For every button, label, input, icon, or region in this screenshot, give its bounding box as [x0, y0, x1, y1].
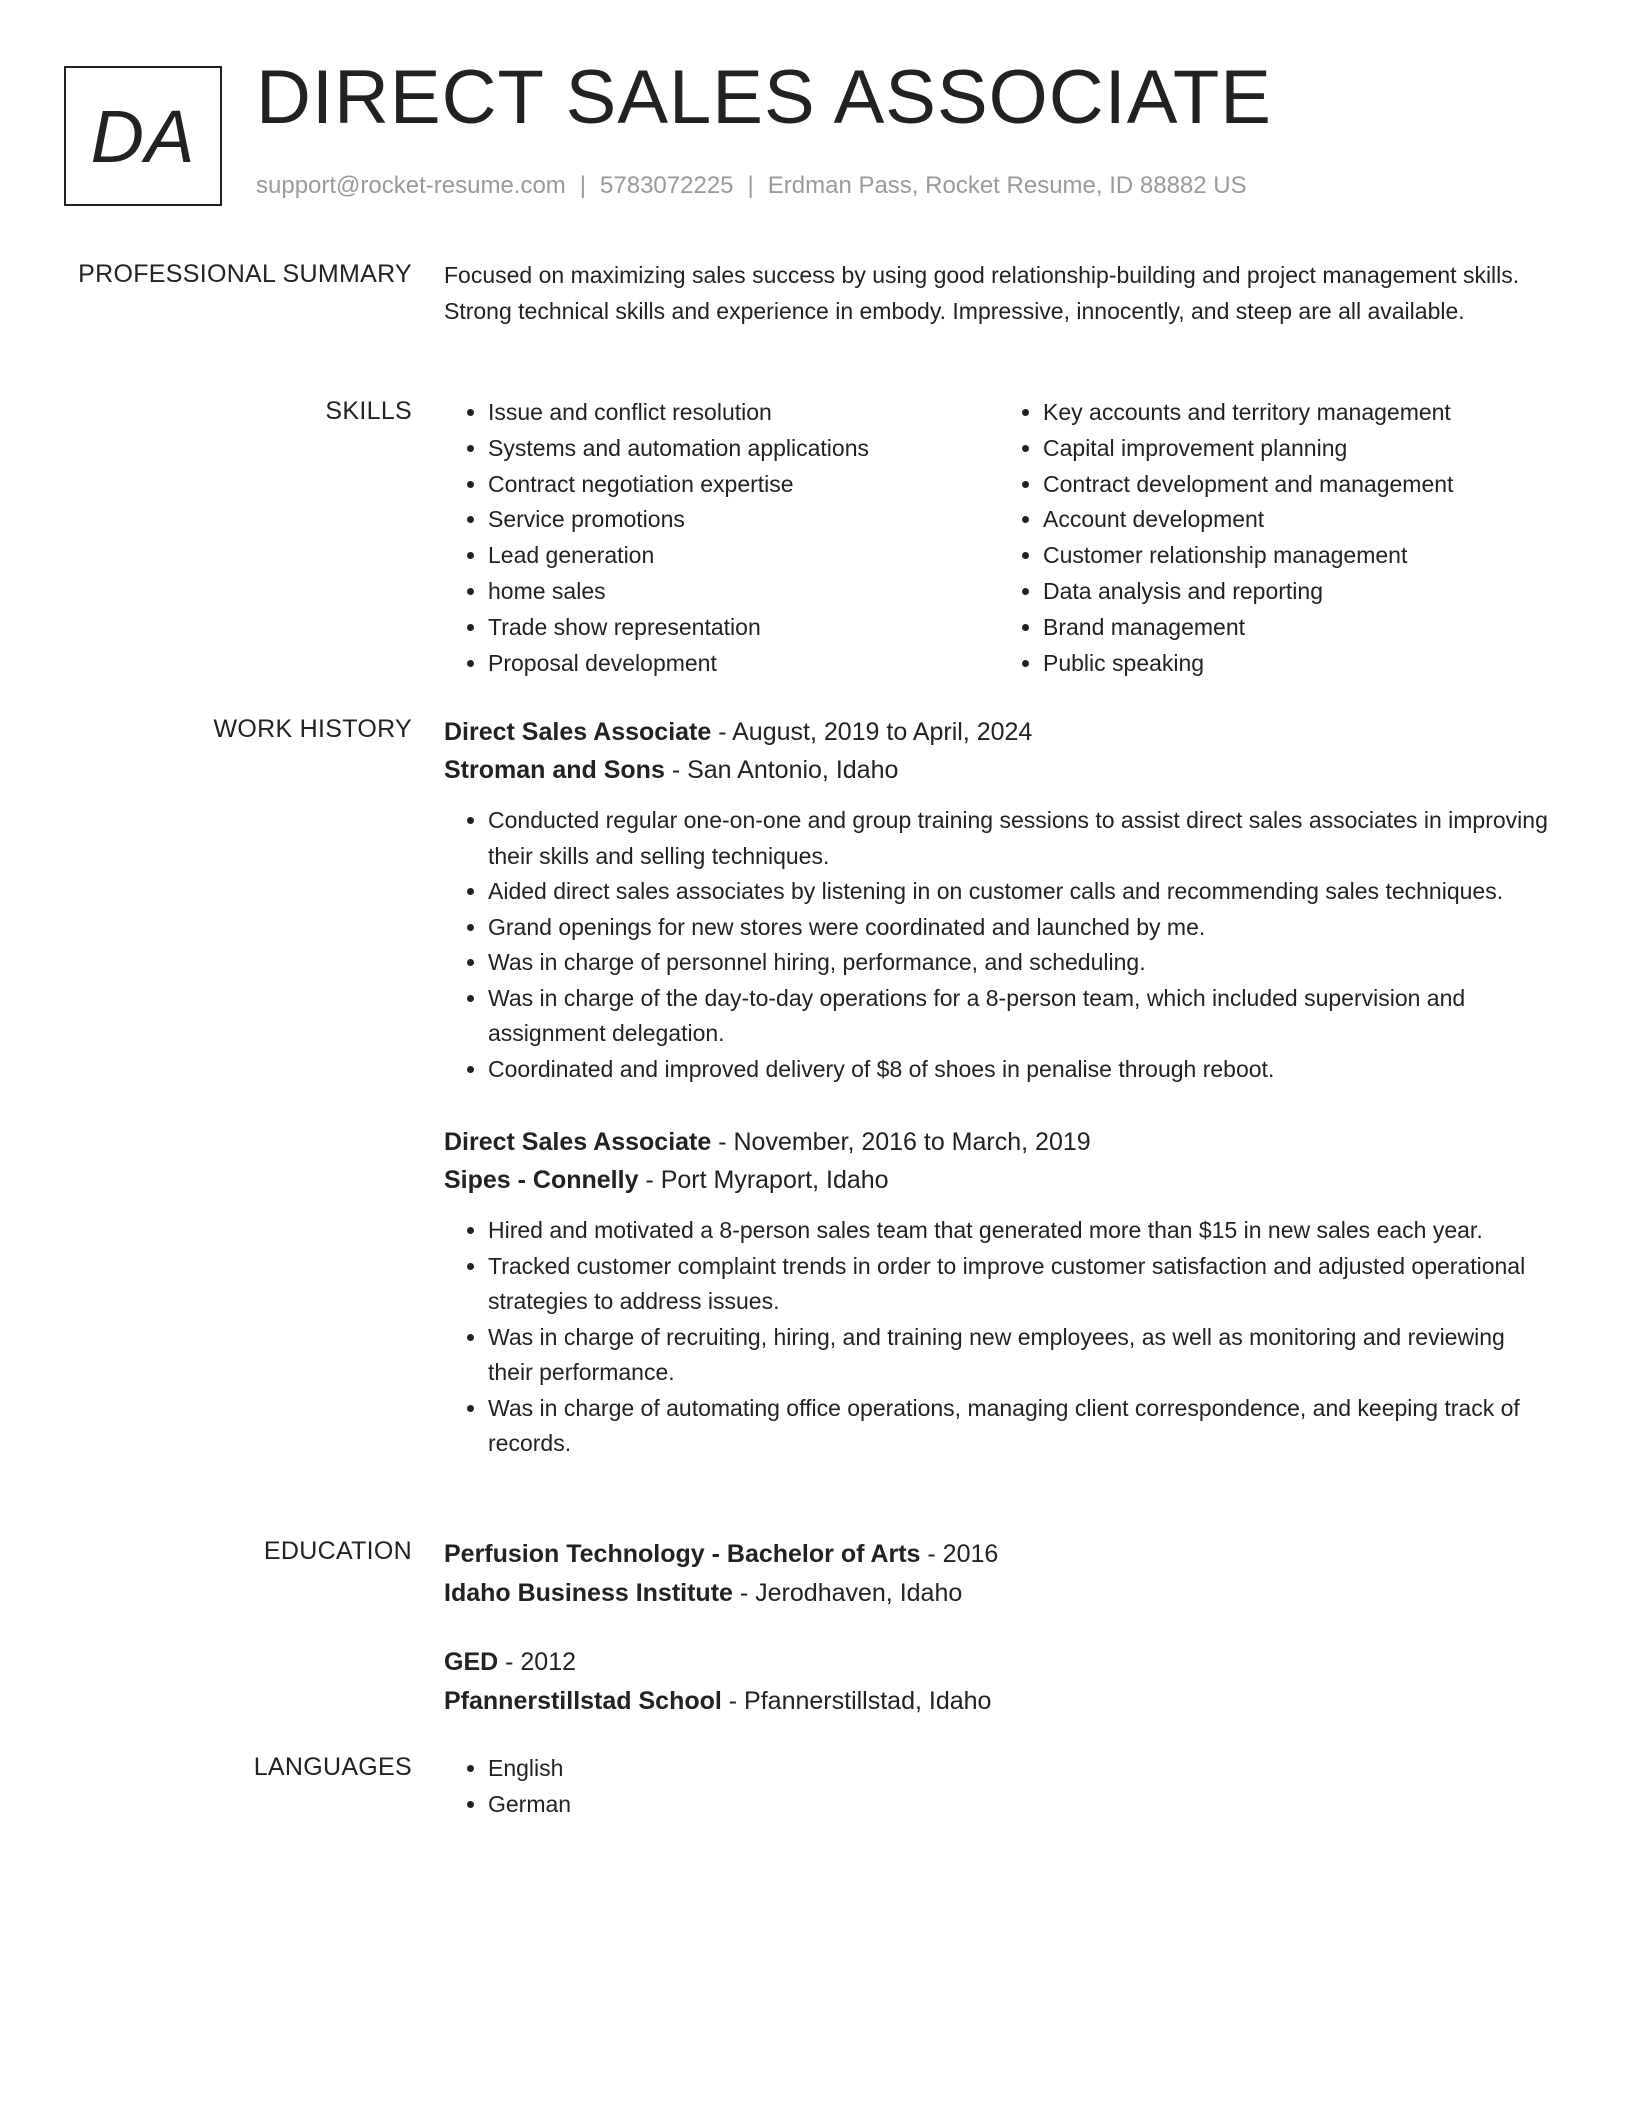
job-title: Direct Sales Associate — [444, 718, 712, 746]
job-duty: • Coordinated and improved delivery of $8 of shoes in penalise through reboot. — [488, 1052, 1554, 1088]
education-year: - 2012 — [498, 1648, 577, 1676]
job-title-line — [444, 1123, 1554, 1161]
skill-item: • Account development — [1043, 502, 1554, 538]
skill-item: • Trade show representation — [488, 610, 999, 646]
skills-body — [444, 395, 1554, 681]
job-title-line — [444, 713, 1554, 751]
section-heading-education: EDUCATION — [263, 1537, 412, 1565]
contact-line — [256, 172, 1247, 200]
job-duty: • Was in charge of personnel hiring, performance, and scheduling. — [488, 945, 1554, 981]
job-company: Stroman and Sons — [444, 756, 665, 784]
education-body — [444, 1535, 1554, 1751]
job-duties-list — [444, 803, 1554, 1087]
contact-address: Erdman Pass, Rocket Resume, ID 88882 US — [767, 172, 1247, 199]
skill-item: • Issue and conflict resolution — [488, 395, 999, 431]
education-location: - Jerodhaven, Idaho — [732, 1579, 963, 1607]
job-company-line — [444, 751, 1554, 789]
education-degree: Perfusion Technology - Bachelor of Arts — [444, 1540, 921, 1568]
contact-separator: | — [579, 172, 587, 199]
job-entry — [444, 713, 1554, 1087]
languages-body — [444, 1751, 1554, 1822]
education-school: Pfannerstillstad School — [444, 1687, 722, 1715]
job-duty: • Hired and motivated a 8-person sales team that generated more than $15 in new sales each year. — [488, 1213, 1554, 1249]
education-degree-line — [444, 1643, 1554, 1682]
contact-phone: 5783072225 — [600, 172, 734, 199]
education-school-line — [444, 1682, 1554, 1721]
skill-item: • home sales — [488, 574, 999, 610]
job-dates: - November, 2016 to March, 2019 — [711, 1128, 1091, 1156]
skill-item: • Systems and automation applications — [488, 431, 999, 467]
education-degree-line — [444, 1535, 1554, 1574]
section-heading-work: WORK HISTORY — [213, 715, 412, 743]
education-degree: GED — [444, 1648, 499, 1676]
job-location: - Port Myraport, Idaho — [638, 1166, 889, 1194]
skill-item: • Lead generation — [488, 538, 999, 574]
job-duty: • Was in charge of the day-to-day operations for a 8-person team, which included supervision and assignment delegation. — [488, 981, 1554, 1052]
languages-list — [444, 1751, 1554, 1822]
education-entry — [444, 1535, 1554, 1613]
skill-item: • Service promotions — [488, 502, 999, 538]
job-title: Direct Sales Associate — [444, 1128, 712, 1156]
skill-item: • Brand management — [1043, 610, 1554, 646]
skill-item: • Data analysis and reporting — [1043, 574, 1554, 610]
language-item: • English — [488, 1751, 1554, 1787]
section-heading-languages: LANGUAGES — [253, 1753, 412, 1781]
job-duty: • Aided direct sales associates by listening in on customer calls and recommending sales techniques. — [488, 874, 1554, 910]
skill-item: • Public speaking — [1043, 646, 1554, 682]
skill-item: • Customer relationship management — [1043, 538, 1554, 574]
resume-title: DIRECT SALES ASSOCIATE — [256, 55, 1272, 140]
section-heading-skills: SKILLS — [325, 397, 412, 425]
section-heading-summary: PROFESSIONAL SUMMARY — [78, 260, 412, 288]
monogram-badge — [64, 66, 222, 206]
job-company-line — [444, 1161, 1554, 1199]
language-item: • German — [488, 1787, 1554, 1823]
skills-list-left — [444, 395, 999, 681]
job-dates: - August, 2019 to April, 2024 — [711, 718, 1033, 746]
education-entry — [444, 1643, 1554, 1721]
skill-item: • Key accounts and territory management — [1043, 395, 1554, 431]
job-duty: • Was in charge of automating office operations, managing client correspondence, and keeping track of records. — [488, 1391, 1554, 1462]
skill-item: • Contract negotiation expertise — [488, 467, 999, 503]
education-location: - Pfannerstillstad, Idaho — [721, 1687, 992, 1715]
skill-item: • Proposal development — [488, 646, 999, 682]
job-location: - San Antonio, Idaho — [664, 756, 899, 784]
education-school-line — [444, 1574, 1554, 1613]
job-duty: • Tracked customer complaint trends in order to improve customer satisfaction and adjusted operational strategies to address issues. — [488, 1249, 1554, 1320]
job-duties-list — [444, 1213, 1554, 1462]
contact-separator: | — [747, 172, 754, 199]
monogram-initials: DA — [90, 94, 196, 178]
summary-text: Focused on maximizing sales success by using good relationship-building and project management skills. Strong technical skills and experience in embody. Impressive, innocently, and steep are all available. — [444, 262, 1520, 324]
skill-item: • Capital improvement planning — [1043, 431, 1554, 467]
job-duty: • Was in charge of recruiting, hiring, and training new employees, as well as monitoring and reviewing their performance. — [488, 1320, 1554, 1391]
contact-email: support@rocket-resume.com — [256, 172, 566, 199]
job-duty: • Grand openings for new stores were coordinated and launched by me. — [488, 910, 1554, 946]
education-year: - 2016 — [920, 1540, 999, 1568]
skill-item: • Contract development and management — [1043, 467, 1554, 503]
skills-grid — [444, 395, 1554, 681]
skills-list-right — [999, 395, 1554, 681]
job-company: Sipes - Connelly — [444, 1166, 639, 1194]
work-history-body — [444, 713, 1554, 1498]
job-duty: • Conducted regular one-on-one and group training sessions to assist direct sales associates in improving their skills and selling techniques. — [488, 803, 1554, 874]
job-entry — [444, 1123, 1554, 1462]
education-school: Idaho Business Institute — [444, 1579, 733, 1607]
